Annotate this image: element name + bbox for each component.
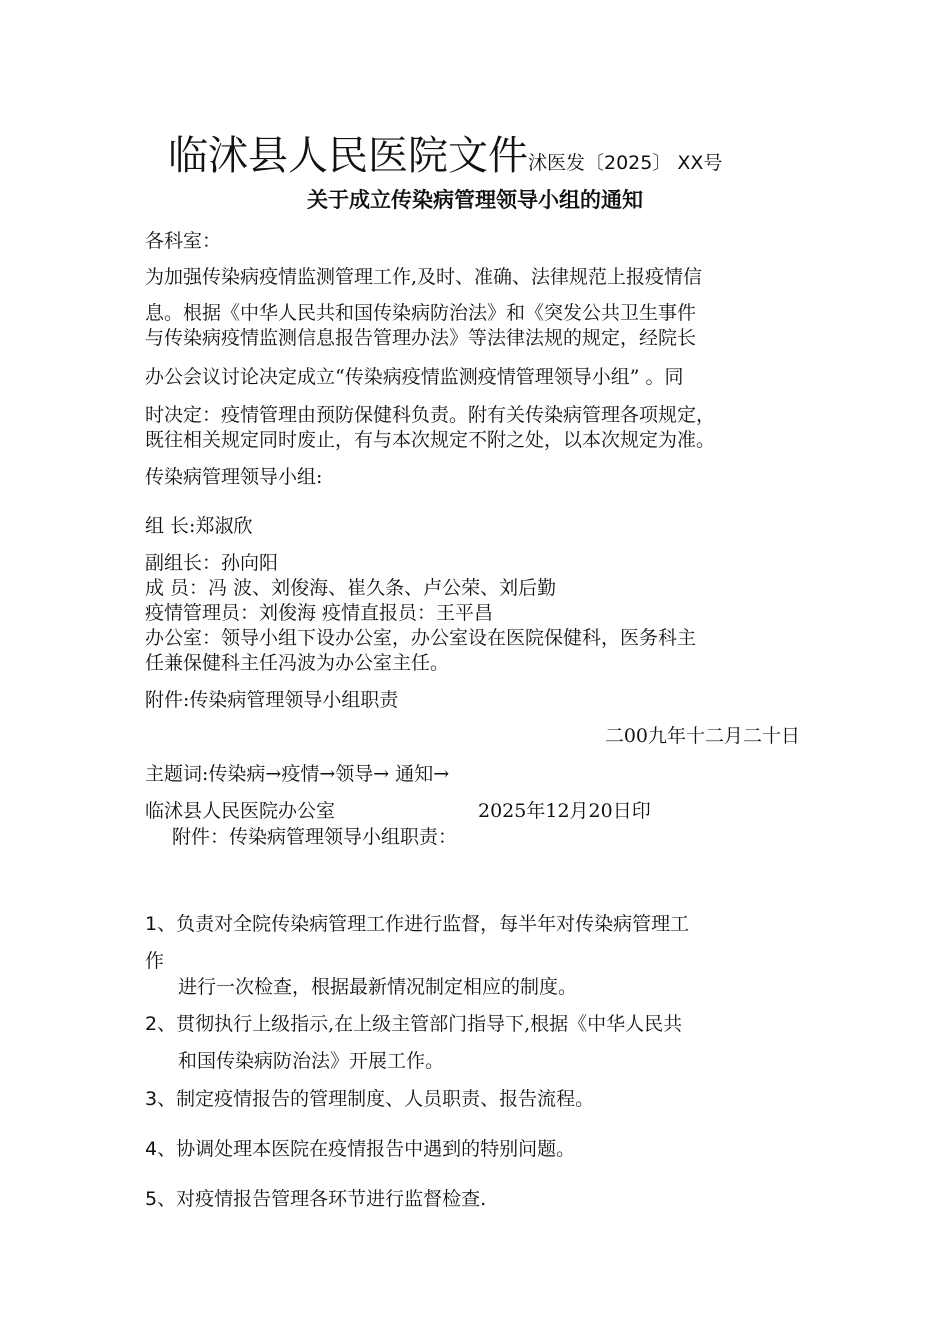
document-number: 沭医发〔2025〕 XX号	[528, 152, 723, 174]
appendix-heading: 附件：传染病管理领导小组职责：	[172, 826, 458, 848]
keywords: 主题词:传染病→疫情→领导→ 通知→	[145, 763, 450, 785]
duty-item-1-line3: 进行一次检查，根据最新情况制定相应的制度。	[178, 976, 578, 998]
duty-item-3	[145, 1084, 594, 1111]
duty-number: 5	[145, 1188, 158, 1210]
duty-item-2-line2: 和国传染病防治法》开展工作。	[178, 1050, 445, 1072]
office-line-2: 任兼保健科主任冯波为办公室主任。	[145, 652, 450, 674]
issuing-office: 临沭县人民医院办公室	[145, 800, 336, 822]
duty-text: 、贯彻执行上级指示,在上级主管部门指导下,根据《中华人民共	[157, 1013, 683, 1035]
duty-text: 、协调处理本医院在疫情报告中遇到的特别问题。	[157, 1138, 576, 1160]
body-line-1: 为加强传染病疫情监测管理工作,及时、准确、法律规范上报疫情信	[145, 266, 703, 288]
body-line-5: 时决定：疫情管理由预防保健科负责。附有关传染病管理各项规定，	[145, 404, 716, 426]
duty-text: 、制定疫情报告的管理制度、人员职责、报告流程。	[157, 1088, 595, 1110]
duty-item-4	[145, 1134, 575, 1161]
duty-number: 1	[145, 913, 158, 935]
body-line-3: 与传染病疫情监测信息报告管理办法》等法律法规的规定，经院长	[145, 327, 697, 349]
notice-title: 关于成立传染病管理领导小组的通知	[307, 188, 643, 212]
duty-text: 、对疫情报告管理各环节进行监督检查.	[157, 1188, 487, 1210]
duty-item-1-line1	[145, 909, 689, 936]
group-members: 成 员：冯 波、刘俊海、崔久条、卢公荣、刘后勤	[145, 577, 557, 599]
issue-date: 二00九年十二月二十日	[604, 725, 800, 747]
group-heading: 传染病管理领导小组:	[145, 466, 323, 488]
body-line-2: 息。根据《中华人民共和国传染病防治法》和《突发公共卫生事件	[145, 302, 697, 324]
group-deputy: 副组长：孙向阳	[145, 552, 279, 574]
body-line-6: 既往相关规定同时废止，有与本次规定不附之处，以本次规定为准。	[145, 429, 716, 451]
duty-item-5	[145, 1184, 486, 1211]
org-title: 临沭县人民医院文件	[168, 133, 528, 179]
print-date: 2025年12月20日印	[478, 800, 651, 822]
epidemic-managers: 疫情管理员：刘俊海 疫情直报员：王平昌	[145, 602, 494, 624]
duty-number: 2	[145, 1013, 158, 1035]
duty-item-2-line1	[145, 1009, 682, 1036]
salutation: 各科室：	[145, 230, 222, 252]
duty-text: 、负责对全院传染病管理工作进行监督，每半年对传染病管理工	[157, 913, 690, 935]
group-leader: 组 长:郑淑欣	[145, 515, 253, 537]
document-header	[168, 124, 722, 181]
office-line-1: 办公室：领导小组下设办公室，办公室设在医院保健科，医务科主	[145, 627, 697, 649]
body-line-4: 办公会议讨论决定成立“传染病疫情监测疫情管理领导小组” 。同	[145, 366, 684, 388]
duty-number: 4	[145, 1138, 158, 1160]
duty-item-1-line2: 作	[145, 950, 165, 972]
attachment-note: 附件:传染病管理领导小组职责	[145, 689, 399, 711]
duty-number: 3	[145, 1088, 158, 1110]
